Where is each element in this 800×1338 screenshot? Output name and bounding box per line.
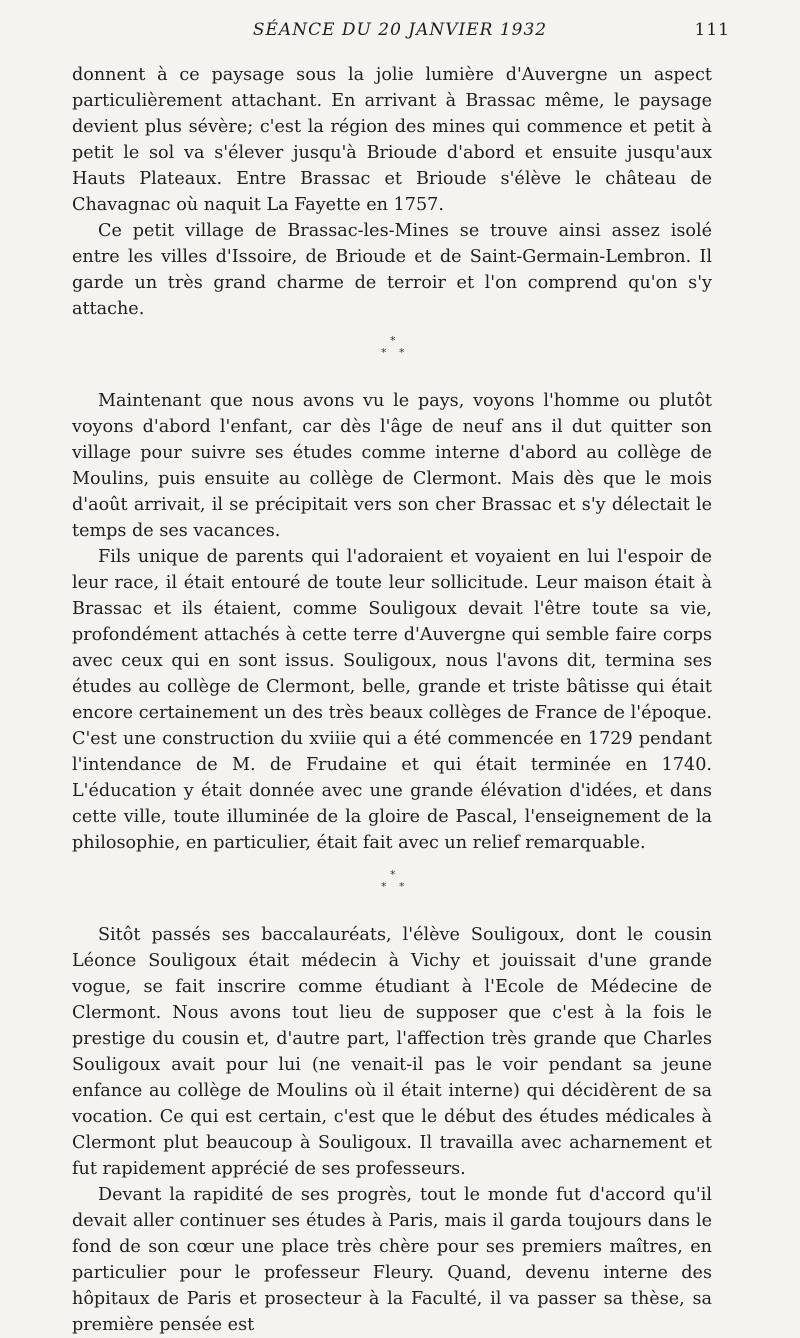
asterisk-mark: * [390,868,396,881]
running-title: SÉANCE DU 20 JANVIER 1932 [252,20,548,40]
body-text [72,62,712,1338]
paragraph-4: Fils unique de parents qui l'adoraient et voyaient en lui l'espoir de leur race, il était entouré de toute leur sollicitude. Leur maison était à Brassac et ils étaient, comme Souligoux devait l'être toute sa vie, profondément attachés à cette terre d'Auvergne qui semble faire corps avec ceux qui en sont issus. Souligoux, nous l'avons dit, termina ses études au collège de Clermont, belle, grande et triste bâtisse qui était encore certainement un des très beaux collèges de France de l'époque. C'est une construction du xviiie qui a été commencée en 1729 pendant l'intendance de M. de Frudaine et qui était terminée en 1740. L'éducation y était donnée avec une grande élévation d'idées, et dans cette ville, toute illuminée de la gloire de Pascal, l'enseignement de la philosophie, en particulier, était fait avec un relief remarquable. [72,547,712,853]
paragraph-6: Devant la rapidité de ses progrès, tout le monde fut d'accord qu'il devait aller continuer ses études à Paris, mais il garda toujours dans le fond de son cœur une place très chère pour ses premiers maîtres, en particulier pour le professeur Fleury. Quand, devenu interne des hôpitaux de Paris et prosecteur à la Faculté, il va passer sa thèse, sa première pensée est [72,1185,712,1335]
page-number: 111 [694,20,730,40]
paragraph-5: Sitôt passés ses baccalauréats, l'élève Souligoux, dont le cousin Léonce Souligoux était médecin à Vichy et jouissait d'une grande vogue, se fait inscrire comme étudiant à l'Ecole de Médecine de Clermont. Nous avons tout lieu de supposer que c'est à la fois le prestige du cousin et, d'autre part, l'affection très grande que Charles Souligoux avait pour lui (ne venait-il pas le voir pendant sa jeune enfance au collège de Moulins où il était interne) qui décidèrent de sa vocation. Ce qui est certain, c'est que le début des études médicales à Clermont plut beaucoup à Souligoux. Il travailla avec acharnement et fut rapidement apprécié de ses professeurs. [72,925,712,1179]
paragraph-1: donnent à ce paysage sous la jolie lumière d'Auvergne un aspect particulièrement attachant. En arrivant à Brassac même, le paysage devient plus sévère; c'est la région des mines qui commence et petit à petit le sol va s'élever jusqu'à Brioude d'abord et ensuite jusqu'aux Hauts Plateaux. Entre Brassac et Brioude s'élève le château de Chavagnac où naquit La Fayette en 1757. [72,65,712,215]
asterisk-mark: * [399,346,405,359]
paragraph-3: Maintenant que nous avons vu le pays, voyons l'homme ou plutôt voyons d'abord l'enfant, car dès l'âge de neuf ans il dut quitter son village pour suivre ses études comme interne d'abord au collège de Moulins, puis ensuite au collège de Clermont. Mais dès que le mois d'août arrivait, il se précipitait vers son cher Brassac et s'y délectait le temps de ses vacances. [72,391,712,541]
section-separator-1 [72,322,712,388]
asterisk-mark: * [381,880,387,893]
page-header [0,20,800,46]
paragraph-2: Ce petit village de Brassac-les-Mines se trouve ainsi assez isolé entre les villes d'Issoire, de Brioude et de Saint-Germain-Lembron. Il garde un très grand charme de terroir et l'on comprend qu'on s'y attache. [72,221,712,319]
asterisk-mark: * [390,334,396,347]
asterisk-mark: * [399,880,405,893]
section-separator-2 [72,856,712,922]
asterisk-mark: * [381,346,387,359]
